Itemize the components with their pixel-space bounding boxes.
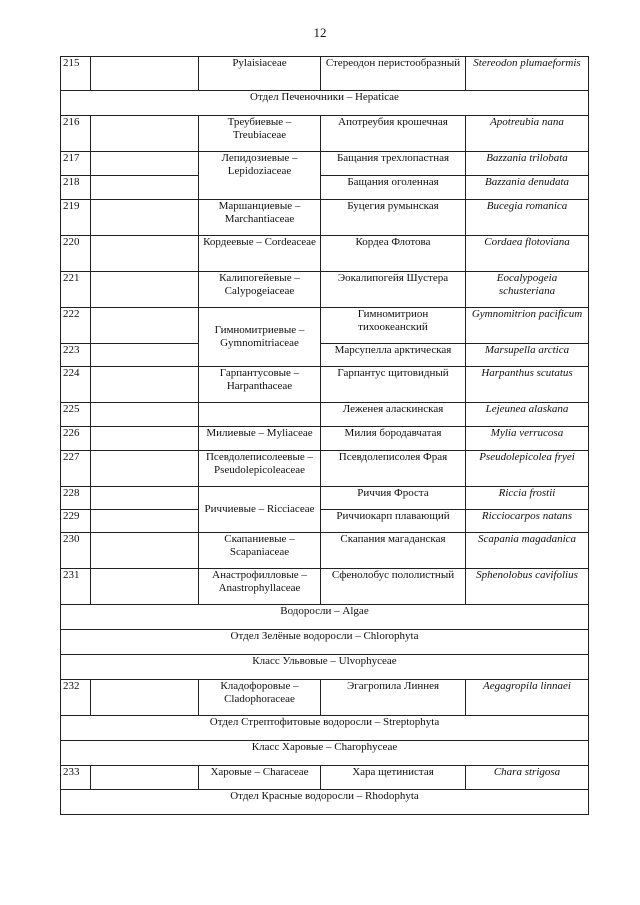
row-number-cell: 228 (61, 487, 91, 510)
row-number-cell: 215 (61, 57, 91, 91)
family-cell (199, 403, 321, 427)
latin-name-cell: Lejeunea alaskana (466, 403, 589, 427)
row-number-cell: 216 (61, 116, 91, 152)
row-number-cell: 217 (61, 152, 91, 176)
blank-cell (91, 766, 199, 790)
table-row (61, 533, 589, 569)
row-number-cell: 224 (61, 367, 91, 403)
table-row (61, 272, 589, 308)
section-row (61, 605, 589, 630)
section-row (61, 630, 589, 655)
blank-cell (91, 427, 199, 451)
russian-name-cell: Хара щетинистая (321, 766, 466, 790)
row-number-cell: 227 (61, 451, 91, 487)
row-number-cell: 221 (61, 272, 91, 308)
latin-name-cell: Eocalypogeia schusteriana (466, 272, 589, 308)
row-number-cell: 232 (61, 680, 91, 716)
latin-name-cell: Stereodon plumaeformis (466, 57, 589, 91)
latin-name-cell: Bazzania denudata (466, 176, 589, 200)
table-row (61, 451, 589, 487)
blank-cell (91, 533, 199, 569)
table-row (61, 116, 589, 152)
russian-name-cell: Милия бородавчатая (321, 427, 466, 451)
section-heading: Отдел Стрептофитовые водоросли – Streptophyta (61, 716, 589, 741)
table-row (61, 308, 589, 344)
russian-name-cell: Эокалипогейя Шустера (321, 272, 466, 308)
family-cell: Анастрофилловые – Anastrophyllaceae (199, 569, 321, 605)
latin-name-cell: Gymnomitrion pacificum (466, 308, 589, 344)
section-row (61, 741, 589, 766)
russian-name-cell: Гарпантус щитовидный (321, 367, 466, 403)
row-number-cell: 218 (61, 176, 91, 200)
latin-name-cell: Mylia verrucosa (466, 427, 589, 451)
russian-name-cell: Риччия Фроста (321, 487, 466, 510)
section-row (61, 716, 589, 741)
row-number-cell: 222 (61, 308, 91, 344)
row-number-cell: 219 (61, 200, 91, 236)
russian-name-cell: Апотреубия крошечная (321, 116, 466, 152)
russian-name-cell: Риччиокарп плавающий (321, 510, 466, 533)
table-row (61, 57, 589, 91)
section-heading: Водоросли – Algae (61, 605, 589, 630)
table-row (61, 236, 589, 272)
family-cell: Милиевые – Myliaceae (199, 427, 321, 451)
row-number-cell: 233 (61, 766, 91, 790)
russian-name-cell: Леженея аласкинская (321, 403, 466, 427)
latin-name-cell: Ricciocarpos natans (466, 510, 589, 533)
blank-cell (91, 200, 199, 236)
family-cell: Кладофоровые – Cladophoraceae (199, 680, 321, 716)
section-heading: Отдел Красные водоросли – Rhodophyta (61, 790, 589, 815)
family-cell: Калипогейевые – Calypogeiaceae (199, 272, 321, 308)
russian-name-cell: Марсупелла арктическая (321, 344, 466, 367)
table-row (61, 200, 589, 236)
table-row (61, 403, 589, 427)
registry-body (61, 57, 589, 815)
latin-name-cell: Chara strigosa (466, 766, 589, 790)
section-heading: Отдел Зелёные водоросли – Chlorophyta (61, 630, 589, 655)
blank-cell (91, 510, 199, 533)
blank-cell (91, 308, 199, 344)
family-cell: Pylaisiaceae (199, 57, 321, 91)
family-cell: Риччиевые – Ricciaceae (199, 487, 321, 533)
family-cell: Кордеевые – Cordeaceae (199, 236, 321, 272)
latin-name-cell: Scapania magadanica (466, 533, 589, 569)
table-row (61, 152, 589, 176)
latin-name-cell: Bazzania trilobata (466, 152, 589, 176)
row-number-cell: 226 (61, 427, 91, 451)
blank-cell (91, 367, 199, 403)
table-row (61, 569, 589, 605)
russian-name-cell: Гимномитрион тихоокеанский (321, 308, 466, 344)
row-number-cell: 220 (61, 236, 91, 272)
russian-name-cell: Стереодон перистообразный (321, 57, 466, 91)
latin-name-cell: Cordaea flotoviana (466, 236, 589, 272)
section-row (61, 91, 589, 116)
russian-name-cell: Сфенолобус пололистный (321, 569, 466, 605)
latin-name-cell: Sphenolobus cavifolius (466, 569, 589, 605)
table-row (61, 344, 589, 367)
russian-name-cell: Скапания магаданская (321, 533, 466, 569)
family-cell: Псевдолеписолеевые – Pseudolepicoleaceae (199, 451, 321, 487)
family-cell: Харовые – Characeae (199, 766, 321, 790)
family-cell: Лепидозиевые – Lepidoziaceae (199, 152, 321, 200)
table-row (61, 176, 589, 200)
family-cell: Гарпантусовые – Harpanthaceae (199, 367, 321, 403)
blank-cell (91, 344, 199, 367)
blank-cell (91, 487, 199, 510)
row-number-cell: 223 (61, 344, 91, 367)
russian-name-cell: Бащания трехлопастная (321, 152, 466, 176)
latin-name-cell: Pseudolepicolea fryei (466, 451, 589, 487)
section-row (61, 790, 589, 815)
species-registry-table (60, 56, 589, 815)
blank-cell (91, 272, 199, 308)
russian-name-cell: Кордеа Флотова (321, 236, 466, 272)
latin-name-cell: Aegagropila linnaei (466, 680, 589, 716)
section-heading: Класс Харовые – Charophyceae (61, 741, 589, 766)
latin-name-cell: Apotreubia nana (466, 116, 589, 152)
russian-name-cell: Бащания оголенная (321, 176, 466, 200)
blank-cell (91, 57, 199, 91)
family-cell: Треубиевые – Treubiaceae (199, 116, 321, 152)
blank-cell (91, 116, 199, 152)
family-cell: Гимномитриевые – Gymnomitriaceae (199, 308, 321, 367)
blank-cell (91, 152, 199, 176)
row-number-cell: 231 (61, 569, 91, 605)
family-cell: Скапаниевые – Scapaniaceae (199, 533, 321, 569)
blank-cell (91, 403, 199, 427)
table-row (61, 487, 589, 510)
row-number-cell: 225 (61, 403, 91, 427)
family-cell: Маршанциевые – Marchantiaceae (199, 200, 321, 236)
latin-name-cell: Bucegia romanica (466, 200, 589, 236)
row-number-cell: 229 (61, 510, 91, 533)
blank-cell (91, 451, 199, 487)
page-number: 12 (313, 25, 327, 40)
table-row (61, 427, 589, 451)
blank-cell (91, 176, 199, 200)
blank-cell (91, 680, 199, 716)
table-row (61, 510, 589, 533)
section-row (61, 655, 589, 680)
latin-name-cell: Marsupella arctica (466, 344, 589, 367)
latin-name-cell: Riccia frostii (466, 487, 589, 510)
row-number-cell: 230 (61, 533, 91, 569)
section-heading: Отдел Печеночники – Hepaticae (61, 91, 589, 116)
table-row (61, 367, 589, 403)
russian-name-cell: Эгагропила Линнея (321, 680, 466, 716)
blank-cell (91, 236, 199, 272)
table-row (61, 680, 589, 716)
russian-name-cell: Буцегия румынская (321, 200, 466, 236)
blank-cell (91, 569, 199, 605)
russian-name-cell: Псевдолеписолея Фрая (321, 451, 466, 487)
table-row (61, 766, 589, 790)
section-heading: Класс Ульвовые – Ulvophyceae (61, 655, 589, 680)
latin-name-cell: Harpanthus scutatus (466, 367, 589, 403)
